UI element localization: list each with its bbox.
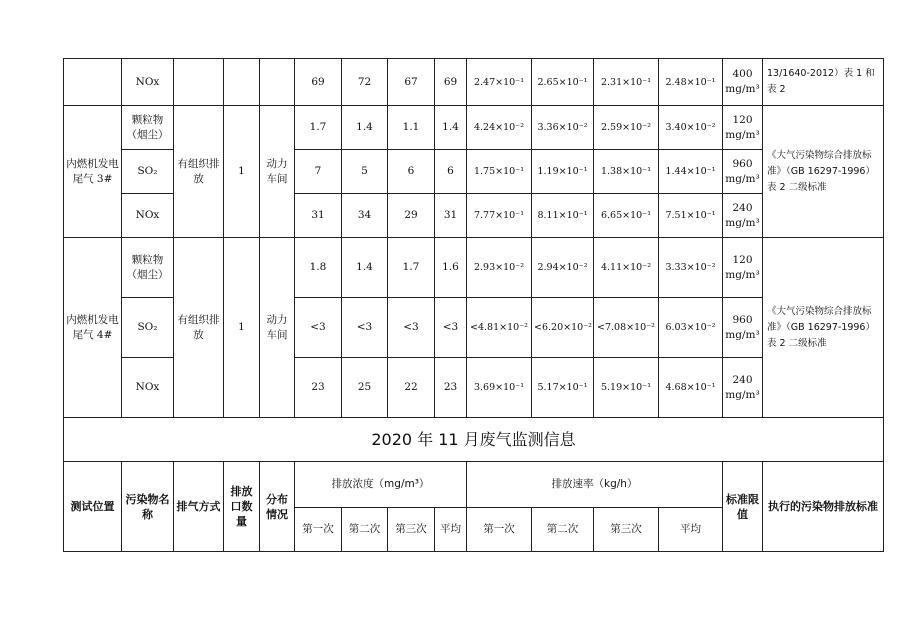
- value-cell: 7.51×10⁻¹: [659, 194, 723, 238]
- value-cell: 31: [435, 194, 467, 238]
- limit-cell: 240 mg/m³: [723, 194, 763, 238]
- header-pollutant: 污染物名称: [122, 462, 174, 552]
- pollutant-cell: NOx: [122, 358, 174, 418]
- header-sub: 第一次: [467, 508, 532, 552]
- value-cell: 25: [342, 358, 388, 418]
- limit-cell: 120 mg/m³: [723, 106, 763, 150]
- header-outlets: 排放口数量: [224, 462, 260, 552]
- value-cell: 6.65×10⁻¹: [594, 194, 659, 238]
- cell: [224, 59, 260, 106]
- value-cell: 4.11×10⁻²: [594, 238, 659, 298]
- value-cell: 7.77×10⁻¹: [467, 194, 532, 238]
- pollutant-cell: 颗粒物（烟尘）: [122, 238, 174, 298]
- value-cell: 8.11×10⁻¹: [532, 194, 594, 238]
- value-cell: 69: [295, 59, 342, 106]
- table-row: [64, 238, 884, 298]
- value-cell: 1.4: [435, 106, 467, 150]
- value-cell: 22: [388, 358, 435, 418]
- pollutant-cell: 颗粒物（烟尘）: [122, 106, 174, 150]
- cell: [174, 59, 224, 106]
- standard-cell: 《大气污染物综合排放标准》（GB 16297-1996）表 2 二级标准: [763, 106, 884, 238]
- value-cell: <3: [295, 298, 342, 358]
- value-cell: 2.31×10⁻¹: [594, 59, 659, 106]
- value-cell: 72: [342, 59, 388, 106]
- value-cell: 1.19×10⁻¹: [532, 150, 594, 194]
- value-cell: 1.38×10⁻¹: [594, 150, 659, 194]
- header-sub: 平均: [435, 508, 467, 552]
- header-sub: 第一次: [295, 508, 342, 552]
- method-cell: 有组织排放: [174, 106, 224, 238]
- value-cell: 2.59×10⁻²: [594, 106, 659, 150]
- header-distribution: 分布情况: [260, 462, 295, 552]
- table-body: [64, 59, 884, 552]
- value-cell: 34: [342, 194, 388, 238]
- distribution-cell: 动力车间: [260, 106, 295, 238]
- limit-cell: 400 mg/m³: [723, 59, 763, 106]
- value-cell: 1.7: [388, 238, 435, 298]
- header-method: 排气方式: [174, 462, 224, 552]
- header-row: [64, 462, 884, 508]
- value-cell: 31: [295, 194, 342, 238]
- value-cell: 4.68×10⁻¹: [659, 358, 723, 418]
- distribution-cell: 动力车间: [260, 238, 295, 418]
- value-cell: 7: [295, 150, 342, 194]
- section-title: 2020 年 11 月废气监测信息: [64, 418, 884, 462]
- value-cell: 1.44×10⁻¹: [659, 150, 723, 194]
- value-cell: 5: [342, 150, 388, 194]
- location-cell: 内燃机发电尾气 4#: [64, 238, 122, 418]
- outlets-cell: 1: [224, 106, 260, 238]
- table-row: [64, 418, 884, 462]
- header-sub: 第三次: [594, 508, 659, 552]
- header-limit: 标准限值: [723, 462, 763, 552]
- value-cell: 6: [435, 150, 467, 194]
- value-cell: 6.03×10⁻²: [659, 298, 723, 358]
- standard-cell: 《大气污染物综合排放标准》（GB 16297-1996）表 2 二级标准: [763, 238, 884, 418]
- cell: [260, 59, 295, 106]
- header-sub: 平均: [659, 508, 723, 552]
- value-cell: 5.17×10⁻¹: [532, 358, 594, 418]
- table-row: [64, 59, 884, 106]
- header-rate: 排放速率（kg/h）: [467, 462, 723, 508]
- value-cell: 4.24×10⁻²: [467, 106, 532, 150]
- value-cell: 2.65×10⁻¹: [532, 59, 594, 106]
- limit-cell: 960 mg/m³: [723, 298, 763, 358]
- value-cell: <3: [342, 298, 388, 358]
- value-cell: 6: [388, 150, 435, 194]
- header-sub: 第二次: [342, 508, 388, 552]
- header-concentration: 排放浓度（mg/m³）: [295, 462, 467, 508]
- header-location: 测试位置: [64, 462, 122, 552]
- waste-gas-monitoring-table: [63, 58, 884, 552]
- value-cell: 2.93×10⁻²: [467, 238, 532, 298]
- value-cell: 3.69×10⁻¹: [467, 358, 532, 418]
- pollutant-cell: SO₂: [122, 298, 174, 358]
- header-standard: 执行的污染物排放标准: [763, 462, 884, 552]
- value-cell: 3.40×10⁻²: [659, 106, 723, 150]
- header-sub: 第三次: [388, 508, 435, 552]
- table-row: [64, 106, 884, 150]
- value-cell: 2.47×10⁻¹: [467, 59, 532, 106]
- standard-cell: 13/1640-2012）表 1 和表 2: [763, 59, 884, 106]
- value-cell: 23: [295, 358, 342, 418]
- value-cell: <3: [435, 298, 467, 358]
- pollutant-cell: SO₂: [122, 150, 174, 194]
- value-cell: <4.81×10⁻²: [467, 298, 532, 358]
- value-cell: <3: [388, 298, 435, 358]
- value-cell: 1.7: [295, 106, 342, 150]
- value-cell: 29: [388, 194, 435, 238]
- value-cell: 1.4: [342, 238, 388, 298]
- value-cell: 5.19×10⁻¹: [594, 358, 659, 418]
- method-cell: 有组织排放: [174, 238, 224, 418]
- value-cell: 2.94×10⁻²: [532, 238, 594, 298]
- value-cell: 1.1: [388, 106, 435, 150]
- value-cell: 2.48×10⁻¹: [659, 59, 723, 106]
- header-sub: 第二次: [532, 508, 594, 552]
- value-cell: 1.8: [295, 238, 342, 298]
- limit-cell: 120 mg/m³: [723, 238, 763, 298]
- limit-cell: 960 mg/m³: [723, 150, 763, 194]
- value-cell: 69: [435, 59, 467, 106]
- value-cell: 1.6: [435, 238, 467, 298]
- pollutant-cell: NOx: [122, 59, 174, 106]
- value-cell: 3.33×10⁻²: [659, 238, 723, 298]
- outlets-cell: 1: [224, 238, 260, 418]
- pollutant-cell: NOx: [122, 194, 174, 238]
- value-cell: 3.36×10⁻²: [532, 106, 594, 150]
- value-cell: <7.08×10⁻²: [594, 298, 659, 358]
- value-cell: <6.20×10⁻²: [532, 298, 594, 358]
- cell: [64, 59, 122, 106]
- value-cell: 1.75×10⁻¹: [467, 150, 532, 194]
- limit-cell: 240 mg/m³: [723, 358, 763, 418]
- value-cell: 67: [388, 59, 435, 106]
- location-cell: 内燃机发电尾气 3#: [64, 106, 122, 238]
- value-cell: 1.4: [342, 106, 388, 150]
- value-cell: 23: [435, 358, 467, 418]
